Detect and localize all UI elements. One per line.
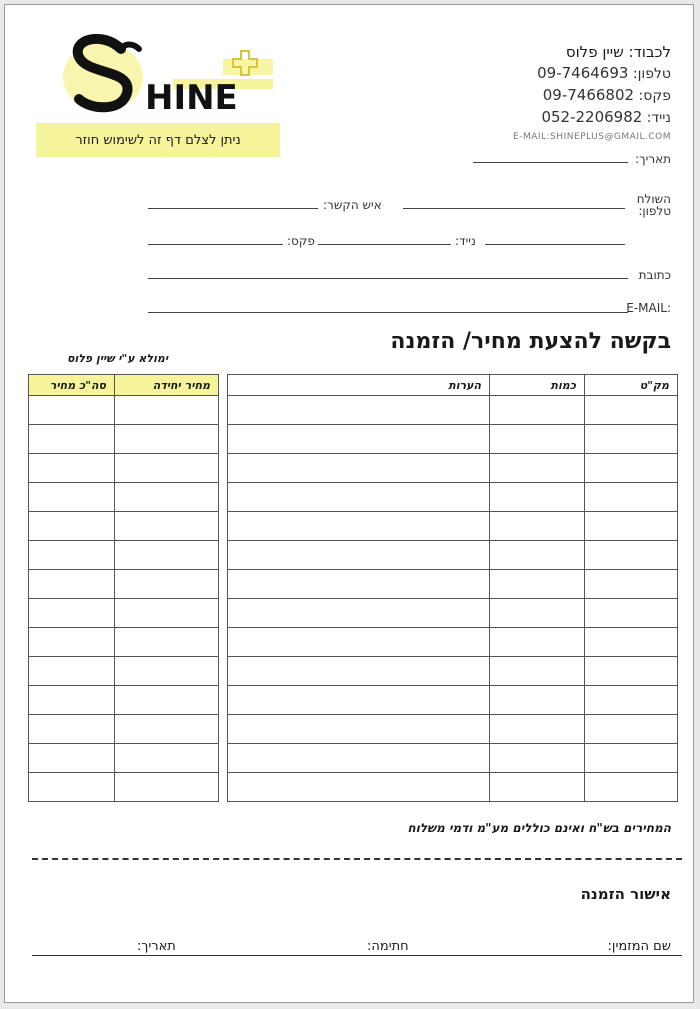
table-row xyxy=(228,686,678,715)
address-label: כתובת xyxy=(638,268,671,282)
table-row xyxy=(228,454,678,483)
table-cell[interactable] xyxy=(585,715,678,744)
sku-header: מק"ט xyxy=(585,375,678,396)
table-row xyxy=(228,773,678,802)
table-row xyxy=(228,570,678,599)
shine-logo xyxy=(63,33,278,121)
fax-label: פקס: xyxy=(638,88,671,104)
cut-line xyxy=(32,858,682,860)
table-header-row xyxy=(228,375,678,396)
table-row xyxy=(29,599,219,628)
table-row xyxy=(29,744,219,773)
table-cell[interactable] xyxy=(585,686,678,715)
table-row xyxy=(29,425,219,454)
table-row xyxy=(228,483,678,512)
fax-value: 09-7466802 xyxy=(542,86,635,104)
table-cell[interactable] xyxy=(585,483,678,512)
unit-price-header: מחיר יחידה xyxy=(115,375,219,396)
table-cell[interactable] xyxy=(115,657,219,686)
table-row xyxy=(228,628,678,657)
table-row xyxy=(228,599,678,628)
table-cell[interactable] xyxy=(228,715,490,744)
table-row xyxy=(29,483,219,512)
table-cell[interactable] xyxy=(490,599,585,628)
table-cell[interactable] xyxy=(585,454,678,483)
table-cell[interactable] xyxy=(585,425,678,454)
table-row xyxy=(228,657,678,686)
table-cell[interactable] xyxy=(29,628,115,657)
logo-brand-text: HINE xyxy=(145,78,238,118)
sender-email-label: E-MAIL: xyxy=(626,301,671,315)
table-cell[interactable] xyxy=(490,454,585,483)
quantity-header: כמות xyxy=(490,375,585,396)
table-cell[interactable] xyxy=(115,425,219,454)
table-cell[interactable] xyxy=(228,425,490,454)
table-cell[interactable] xyxy=(29,715,115,744)
table-cell[interactable] xyxy=(490,425,585,454)
table-cell[interactable] xyxy=(29,686,115,715)
table-row xyxy=(228,541,678,570)
table-row xyxy=(29,541,219,570)
table-cell[interactable] xyxy=(29,425,115,454)
table-cell[interactable] xyxy=(228,541,490,570)
table-cell[interactable] xyxy=(115,396,219,425)
table-cell[interactable] xyxy=(490,744,585,773)
table-cell[interactable] xyxy=(29,396,115,425)
table-row xyxy=(29,512,219,541)
mobile-row xyxy=(451,107,671,129)
total-price-header: סה"כ מחיר xyxy=(29,375,115,396)
table-cell[interactable] xyxy=(29,512,115,541)
table-cell[interactable] xyxy=(490,773,585,802)
table-cell[interactable] xyxy=(115,512,219,541)
order-items-table xyxy=(227,374,678,802)
fax-row xyxy=(451,85,671,107)
table-cell[interactable] xyxy=(115,541,219,570)
page-title: בקשה להצעת מחיר/ הזמנה xyxy=(390,329,671,354)
table-cell[interactable] xyxy=(115,628,219,657)
table-cell[interactable] xyxy=(490,657,585,686)
email-value: E-MAIL:SHINEPLUS@GMAIL.COM xyxy=(513,132,671,142)
table-cell[interactable] xyxy=(115,454,219,483)
table-cell[interactable] xyxy=(228,628,490,657)
mobile-value: 052-2206982 xyxy=(541,108,643,126)
table-row xyxy=(228,396,678,425)
sender-email-field[interactable] xyxy=(148,312,628,313)
phone-row xyxy=(451,63,671,85)
table-row xyxy=(228,715,678,744)
recipient-name: לכבוד: שיין פלוס xyxy=(565,43,671,61)
table-cell[interactable] xyxy=(228,657,490,686)
table-cell[interactable] xyxy=(228,773,490,802)
order-form-page xyxy=(4,4,694,1003)
table-cell[interactable] xyxy=(228,570,490,599)
table-row xyxy=(29,454,219,483)
table-cell[interactable] xyxy=(585,512,678,541)
sender-phone-label: טלפון: xyxy=(638,204,671,218)
table-cell[interactable] xyxy=(490,541,585,570)
phone-label: טלפון: xyxy=(632,66,671,82)
table-cell[interactable] xyxy=(29,570,115,599)
order-items-body xyxy=(228,396,678,802)
price-table-body xyxy=(29,396,219,802)
reuse-note-banner xyxy=(36,123,280,157)
sender-label-block xyxy=(637,193,671,217)
table-row xyxy=(29,773,219,802)
table-cell[interactable] xyxy=(115,715,219,744)
address-field[interactable] xyxy=(148,278,628,279)
table-cell[interactable] xyxy=(228,686,490,715)
table-cell[interactable] xyxy=(490,628,585,657)
signature-label: חתימה: xyxy=(367,939,409,954)
approval-date-label: תאריך: xyxy=(137,939,176,954)
table-cell[interactable] xyxy=(490,715,585,744)
table-cell[interactable] xyxy=(490,396,585,425)
table-row xyxy=(29,686,219,715)
table-cell[interactable] xyxy=(585,541,678,570)
table-cell[interactable] xyxy=(585,599,678,628)
sender-fax-label: פקס: xyxy=(287,234,315,248)
table-row xyxy=(228,425,678,454)
prices-note: המחירים בש"ח ואינם כוללים מע"מ ודמי משלוח xyxy=(407,821,671,835)
table-cell[interactable] xyxy=(29,599,115,628)
table-cell[interactable] xyxy=(228,744,490,773)
filled-by-note: ימולא ע"י שיין פלוס xyxy=(67,352,169,365)
table-cell[interactable] xyxy=(490,512,585,541)
table-cell[interactable] xyxy=(228,599,490,628)
price-header-row xyxy=(29,375,219,396)
table-cell[interactable] xyxy=(585,570,678,599)
table-cell[interactable] xyxy=(585,744,678,773)
sender-phone-field[interactable] xyxy=(485,244,625,245)
table-row xyxy=(29,628,219,657)
table-cell[interactable] xyxy=(115,744,219,773)
table-cell[interactable] xyxy=(29,773,115,802)
table-cell[interactable] xyxy=(228,454,490,483)
table-cell[interactable] xyxy=(115,686,219,715)
table-cell[interactable] xyxy=(585,773,678,802)
reuse-note: ניתן לצלם דף זה לשימוש חוזר xyxy=(75,132,241,148)
table-cell[interactable] xyxy=(585,396,678,425)
table-cell[interactable] xyxy=(115,483,219,512)
table-cell[interactable] xyxy=(490,570,585,599)
table-cell[interactable] xyxy=(115,599,219,628)
sender-label: השולח xyxy=(636,192,671,206)
table-cell[interactable] xyxy=(29,657,115,686)
phone-value: 09-7464693 xyxy=(537,64,629,82)
table-cell[interactable] xyxy=(29,541,115,570)
shine-logo-icon xyxy=(63,33,278,121)
table-row xyxy=(29,657,219,686)
table-cell[interactable] xyxy=(585,657,678,686)
notes-header: הערות xyxy=(228,375,490,396)
approval-title: אישור הזמנה xyxy=(580,885,671,903)
table-cell[interactable] xyxy=(29,744,115,773)
table-cell[interactable] xyxy=(585,628,678,657)
table-cell[interactable] xyxy=(228,483,490,512)
table-cell[interactable] xyxy=(228,396,490,425)
table-row xyxy=(29,396,219,425)
table-cell[interactable] xyxy=(29,483,115,512)
price-table xyxy=(28,374,219,802)
date-label: תאריך: xyxy=(635,152,671,166)
table-row xyxy=(29,570,219,599)
sender-mobile-field[interactable] xyxy=(318,244,451,245)
sender-mobile-label: נייד: xyxy=(455,234,476,248)
sender-field[interactable] xyxy=(403,208,625,209)
signature-line[interactable] xyxy=(32,955,682,956)
contact-person-label: איש הקשר: xyxy=(323,198,382,212)
table-row xyxy=(228,512,678,541)
table-cell[interactable] xyxy=(115,570,219,599)
table-cell[interactable] xyxy=(29,454,115,483)
contact-block xyxy=(451,41,671,145)
table-cell[interactable] xyxy=(490,483,585,512)
mobile-label: נייד: xyxy=(646,110,671,126)
table-row xyxy=(29,715,219,744)
sender-fax-field[interactable] xyxy=(148,244,283,245)
table-row xyxy=(228,744,678,773)
table-cell[interactable] xyxy=(115,773,219,802)
orderer-name-label: שם המזמין: xyxy=(607,939,671,954)
table-cell[interactable] xyxy=(228,512,490,541)
contact-person-field[interactable] xyxy=(148,208,318,209)
table-cell[interactable] xyxy=(490,686,585,715)
date-field[interactable] xyxy=(473,162,628,163)
